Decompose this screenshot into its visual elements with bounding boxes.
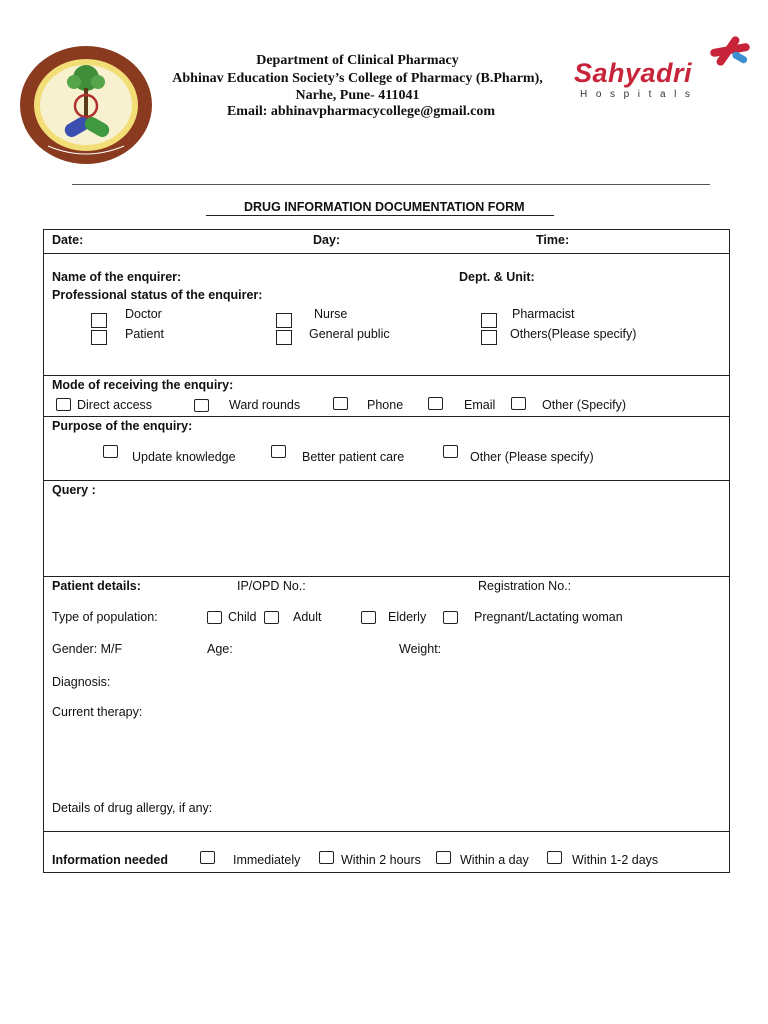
query-label: Query : xyxy=(52,483,96,497)
checkbox-other-mode[interactable] xyxy=(511,397,526,410)
checkbox-within-1-2-days[interactable] xyxy=(547,851,562,864)
checkbox-ward-rounds[interactable] xyxy=(194,399,209,412)
checkbox-direct-access[interactable] xyxy=(56,398,71,411)
day-label: Day: xyxy=(313,233,341,247)
checkbox-patient[interactable] xyxy=(91,330,107,345)
date-label: Date: xyxy=(52,233,84,247)
option-update-knowledge: Update knowledge xyxy=(132,450,236,464)
email-address[interactable]: abhinavpharmacycollege@gmail.com xyxy=(270,104,496,119)
checkbox-doctor[interactable] xyxy=(91,313,107,328)
hospital-subtitle: Hospitals xyxy=(580,89,699,100)
institution-address: Narhe, Pune- 411041 xyxy=(295,88,420,103)
option-pregnant-lactating: Pregnant/Lactating woman xyxy=(474,610,623,624)
gender-label: Gender: M/F xyxy=(52,642,123,656)
option-others: Others(Please specify) xyxy=(510,327,637,341)
option-phone: Phone xyxy=(367,398,404,412)
diagnosis-label: Diagnosis: xyxy=(52,675,111,689)
checkbox-others[interactable] xyxy=(481,330,497,345)
option-better-patient-care: Better patient care xyxy=(302,450,405,464)
option-within-2-hours: Within 2 hours xyxy=(341,853,421,867)
checkbox-within-a-day[interactable] xyxy=(436,851,451,864)
checkbox-update-knowledge[interactable] xyxy=(103,445,118,458)
option-nurse: Nurse xyxy=(314,307,348,321)
dept-unit-label: Dept. & Unit: xyxy=(459,270,535,284)
checkbox-general-public[interactable] xyxy=(276,330,292,345)
option-within-a-day: Within a day xyxy=(460,853,529,867)
option-other-purpose: Other (Please specify) xyxy=(470,450,594,464)
hospital-name: Sahyadri xyxy=(574,58,693,88)
patient-details-label: Patient details: xyxy=(52,579,141,593)
allergy-label: Details of drug allergy, if any: xyxy=(52,801,213,815)
mode-label: Mode of receiving the enquiry: xyxy=(52,378,234,392)
row-divider xyxy=(43,416,729,417)
ipopd-label: IP/OPD No.: xyxy=(237,579,306,593)
institution-name: Abhinav Education Society’s College of Pharmacy (B.Pharm), xyxy=(172,71,543,86)
weight-label: Weight: xyxy=(399,642,442,656)
therapy-label: Current therapy: xyxy=(52,705,143,719)
checkbox-better-patient-care[interactable] xyxy=(271,445,286,458)
form-title: DRUG INFORMATION DOCUMENTATION FORM xyxy=(244,200,525,214)
info-needed-label: Information needed xyxy=(52,853,168,867)
row-divider xyxy=(43,480,729,481)
form-title-underline xyxy=(206,215,554,216)
checkbox-pregnant-lactating[interactable] xyxy=(443,611,458,624)
row-divider xyxy=(43,831,729,832)
checkbox-within-2-hours[interactable] xyxy=(319,851,334,864)
purpose-label: Purpose of the enquiry: xyxy=(52,419,193,433)
option-within-1-2-days: Within 1-2 days xyxy=(572,853,659,867)
checkbox-other-purpose[interactable] xyxy=(443,445,458,458)
checkbox-child[interactable] xyxy=(207,611,222,624)
checkbox-elderly[interactable] xyxy=(361,611,376,624)
email-prefix: Email: xyxy=(226,104,271,119)
prof-status-label: Professional status of the enquirer: xyxy=(52,288,263,302)
college-logo xyxy=(18,44,154,166)
enquirer-name-label: Name of the enquirer: xyxy=(52,270,182,284)
option-adult: Adult xyxy=(293,610,322,624)
time-label: Time: xyxy=(536,233,570,247)
option-child: Child xyxy=(228,610,257,624)
checkbox-pharmacist[interactable] xyxy=(481,313,497,328)
registration-label: Registration No.: xyxy=(478,579,572,593)
checkbox-email[interactable] xyxy=(428,397,443,410)
option-doctor: Doctor xyxy=(125,307,162,321)
department-title: Department of Clinical Pharmacy xyxy=(256,53,459,68)
row-divider xyxy=(43,576,729,577)
option-immediately: Immediately xyxy=(233,853,301,867)
hospital-logo xyxy=(574,32,760,102)
row-divider xyxy=(43,253,729,254)
query-field[interactable] xyxy=(44,500,728,575)
option-pharmacist: Pharmacist xyxy=(512,307,575,321)
checkbox-adult[interactable] xyxy=(264,611,279,624)
option-other-mode: Other (Specify) xyxy=(542,398,627,412)
checkbox-immediately[interactable] xyxy=(200,851,215,864)
option-general-public: General public xyxy=(309,327,390,341)
age-label: Age: xyxy=(207,642,233,656)
option-direct-access: Direct access xyxy=(77,398,153,412)
option-ward-rounds: Ward rounds xyxy=(229,398,301,412)
option-patient: Patient xyxy=(125,327,164,341)
option-elderly: Elderly xyxy=(388,610,427,624)
checkbox-nurse[interactable] xyxy=(276,313,292,328)
header-divider xyxy=(72,184,710,185)
option-email: Email xyxy=(464,398,496,412)
row-divider xyxy=(43,375,729,376)
checkbox-phone[interactable] xyxy=(333,397,348,410)
institution-email-line xyxy=(136,103,586,121)
population-label: Type of population: xyxy=(52,610,158,624)
hospital-cross-icon xyxy=(702,32,760,72)
